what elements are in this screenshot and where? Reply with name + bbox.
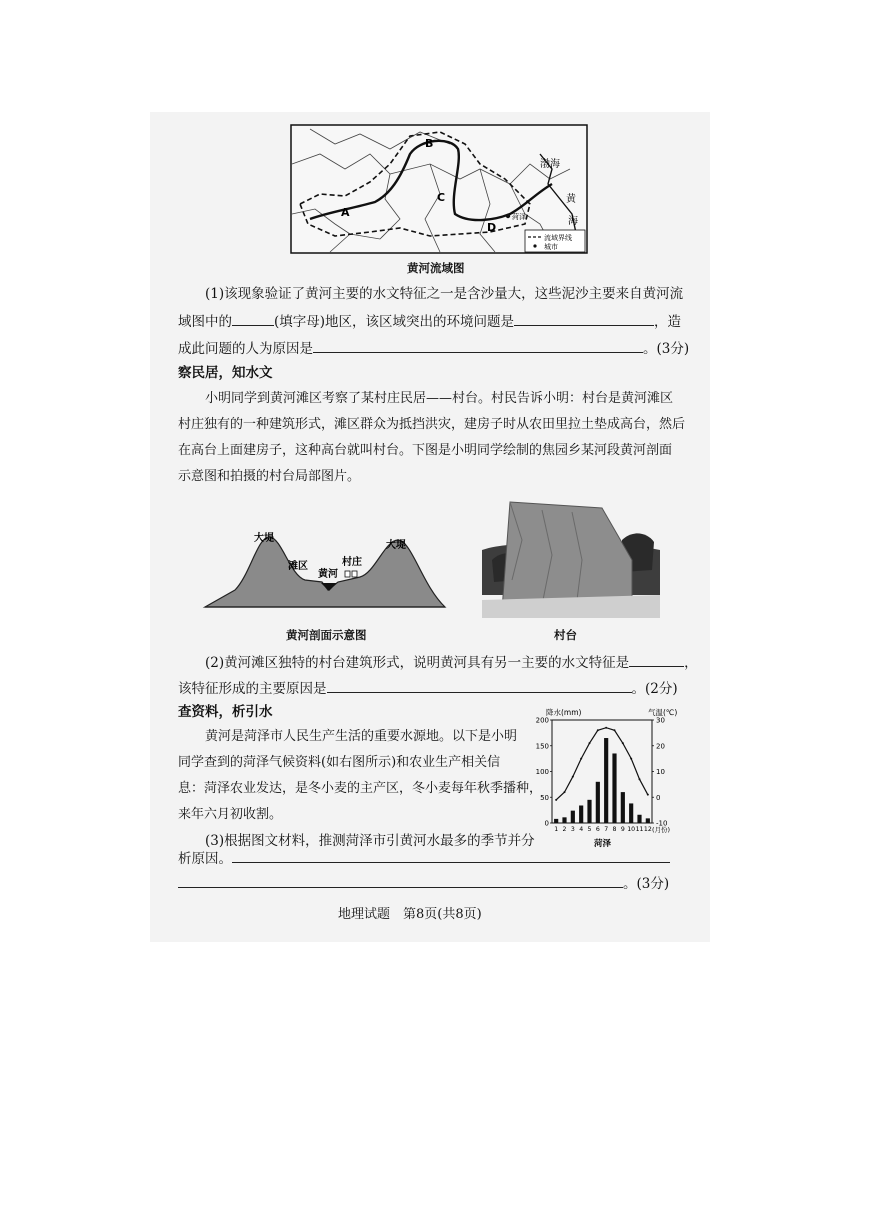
map-region-b: B — [425, 137, 434, 150]
yellow-river-basin-map — [290, 124, 588, 254]
section2-para-line: 在高台上面建房子，这种高台就叫村台。下图是小明同学绘制的焦园乡某河段黄河剖面 — [178, 443, 673, 458]
temperature-point — [622, 742, 624, 744]
chart-ylabel: 降水(mm) — [546, 708, 582, 717]
profile-right-dike-label: 大堤 — [386, 540, 406, 551]
y-tick-label: 200 — [535, 716, 549, 725]
y2-tick-label: 20 — [656, 742, 665, 751]
y-tick-label: 50 — [540, 793, 549, 802]
x-tick-label: 4 — [579, 826, 584, 833]
section2-para-line: 示意图和拍摄的村台局部图片。 — [178, 469, 361, 484]
q1-line1: (1)该现象验证了黄河主要的水文特征之一是含沙量大，这些泥沙主要来自黄河流 — [205, 286, 684, 302]
section3-heading: 查资料，析引水 — [178, 704, 273, 720]
x-tick-label: 1 — [554, 826, 559, 833]
temperature-point — [630, 758, 632, 760]
temperature-point — [580, 758, 582, 760]
q2-line1 — [205, 652, 698, 673]
x-tick-label: 2 — [562, 826, 567, 833]
q1-text: ，造 — [654, 314, 682, 330]
section2-para-line: 村庄独有的一种建筑形式，滩区群众为抵挡洪灾，建房子时从农田里拉土垫成高台，然后 — [178, 417, 686, 432]
x-tick-label: 5 — [587, 826, 592, 833]
precip-bar — [604, 738, 608, 823]
map-city-dot — [506, 214, 510, 218]
y-tick-label: 0 — [544, 819, 549, 828]
section3-para-line: 来年六月初收割。 — [178, 807, 283, 822]
photo-caption: 村台 — [554, 628, 577, 642]
q1-blank-env-problem[interactable] — [514, 311, 654, 326]
q3-text: 析原因。 — [178, 851, 232, 867]
x-tick-label: 9 — [620, 826, 625, 833]
y-tick-label: 100 — [535, 768, 549, 776]
q1-line3 — [178, 338, 689, 359]
profile-river-label: 黄河 — [318, 569, 338, 580]
temperature-point — [605, 727, 607, 729]
x-tick-label: 12 — [643, 826, 652, 833]
precip-bar — [612, 753, 616, 823]
q1-blank-letter[interactable] — [232, 311, 274, 326]
map-region-d: D — [487, 221, 497, 234]
q1-text: 域图中的 — [178, 314, 232, 330]
map-region-a: A — [341, 206, 350, 219]
section3-para-line: 同学查到的菏泽气候资料(如右图所示)和农业生产相关信 — [178, 755, 501, 770]
q2-line2 — [178, 678, 678, 699]
page-footer: 地理试题 第8页(共8页) — [338, 907, 482, 922]
y-tick-label: 150 — [535, 742, 549, 751]
temperature-point — [564, 791, 566, 793]
q1-blank-human-cause[interactable] — [313, 338, 643, 353]
section2-para-line: 小明同学到黄河滩区考察了某村庄民居——村台。村民告诉小明：村台是黄河滩区 — [205, 391, 674, 406]
y2-tick-label: 30 — [656, 716, 665, 725]
x-tick-label: 7 — [604, 826, 609, 833]
temperature-point — [555, 799, 557, 801]
chart-xlabel: (月份) — [652, 826, 671, 834]
y2-tick-label: -10 — [656, 819, 668, 828]
q2-text: ， — [684, 655, 698, 671]
map-city-label: 菏泽 — [512, 213, 526, 221]
chart-y2label: 气温(℃) — [648, 708, 678, 717]
profile-caption: 黄河剖面示意图 — [286, 628, 367, 642]
house-icon — [345, 571, 350, 577]
temperature-point — [589, 742, 591, 744]
profile-village-label: 村庄 — [342, 557, 362, 568]
y2-tick-label: 0 — [656, 793, 661, 802]
temperature-line — [556, 728, 648, 800]
map-sea-bohai: 渤海 — [540, 159, 560, 170]
temperature-point — [647, 794, 649, 796]
village-platform-photo — [482, 500, 660, 618]
map-region-c: C — [437, 191, 446, 204]
river-profile-diagram — [200, 525, 450, 620]
q1-text: 。(3分) — [643, 341, 690, 357]
q3-line3 — [178, 873, 669, 894]
precip-bar — [587, 800, 591, 823]
map-legend-city: 城市 — [544, 243, 558, 251]
x-tick-label: 10 — [627, 826, 636, 833]
x-tick-label: 6 — [595, 826, 600, 833]
temperature-point — [614, 729, 616, 731]
q3-blank-line1[interactable] — [232, 848, 670, 863]
section3-para-line: 息：菏泽农业发达，是冬小麦的主产区，冬小麦每年秋季播种， — [178, 781, 543, 796]
temperature-point — [572, 776, 574, 778]
x-tick-label: 11 — [635, 826, 644, 833]
profile-flood-area-label: 滩区 — [288, 561, 308, 572]
map-sea-huang: 黄 — [566, 194, 576, 205]
q2-blank-reason[interactable] — [327, 678, 632, 693]
q2-blank-feature[interactable] — [629, 652, 684, 667]
q3-line1: (3)根据图文材料，推测菏泽市引黄河水最多的季节并分 — [205, 833, 535, 849]
precip-bar — [579, 805, 583, 823]
map-sea-hai: 海 — [568, 216, 578, 227]
q3-line2 — [178, 848, 670, 869]
precip-bar — [554, 819, 558, 823]
precip-bar — [646, 818, 650, 823]
map-legend-boundary: 流域界线 — [544, 234, 572, 242]
q1-text: (填字母)地区，该区域突出的环境问题是 — [274, 314, 515, 330]
precip-bar — [596, 782, 600, 823]
x-tick-label: 3 — [570, 826, 575, 833]
q1-line2 — [178, 311, 681, 332]
precip-bar — [562, 817, 566, 823]
temperature-point — [639, 778, 641, 780]
q3-blank-line2[interactable] — [178, 873, 623, 888]
x-tick-label: 8 — [612, 826, 617, 833]
precip-bar — [621, 792, 625, 823]
q3-text: 。(3分) — [623, 876, 670, 892]
q2-text: 。(2分) — [631, 681, 678, 697]
temperature-point — [597, 729, 599, 731]
y2-tick-label: 10 — [656, 768, 665, 776]
profile-left-dike-label: 大堤 — [254, 533, 274, 544]
precip-bar — [629, 803, 633, 823]
map-caption: 黄河流域图 — [407, 261, 465, 275]
heze-climate-chart — [530, 705, 690, 850]
house-icon — [352, 571, 357, 577]
q2-text: (2)黄河滩区独特的村台建筑形式，说明黄河具有另一主要的水文特征是 — [205, 655, 630, 671]
q2-text: 该特征形成的主要原因是 — [178, 681, 327, 697]
section3-para-line: 黄河是菏泽市人民生产生活的重要水源地。以下是小明 — [205, 729, 518, 744]
precip-bar — [571, 811, 575, 823]
precip-bar — [637, 815, 641, 823]
q1-text: 成此问题的人为原因是 — [178, 341, 313, 357]
chart-title: 菏泽 — [594, 839, 612, 849]
section2-heading: 察民居，知水文 — [178, 365, 273, 381]
